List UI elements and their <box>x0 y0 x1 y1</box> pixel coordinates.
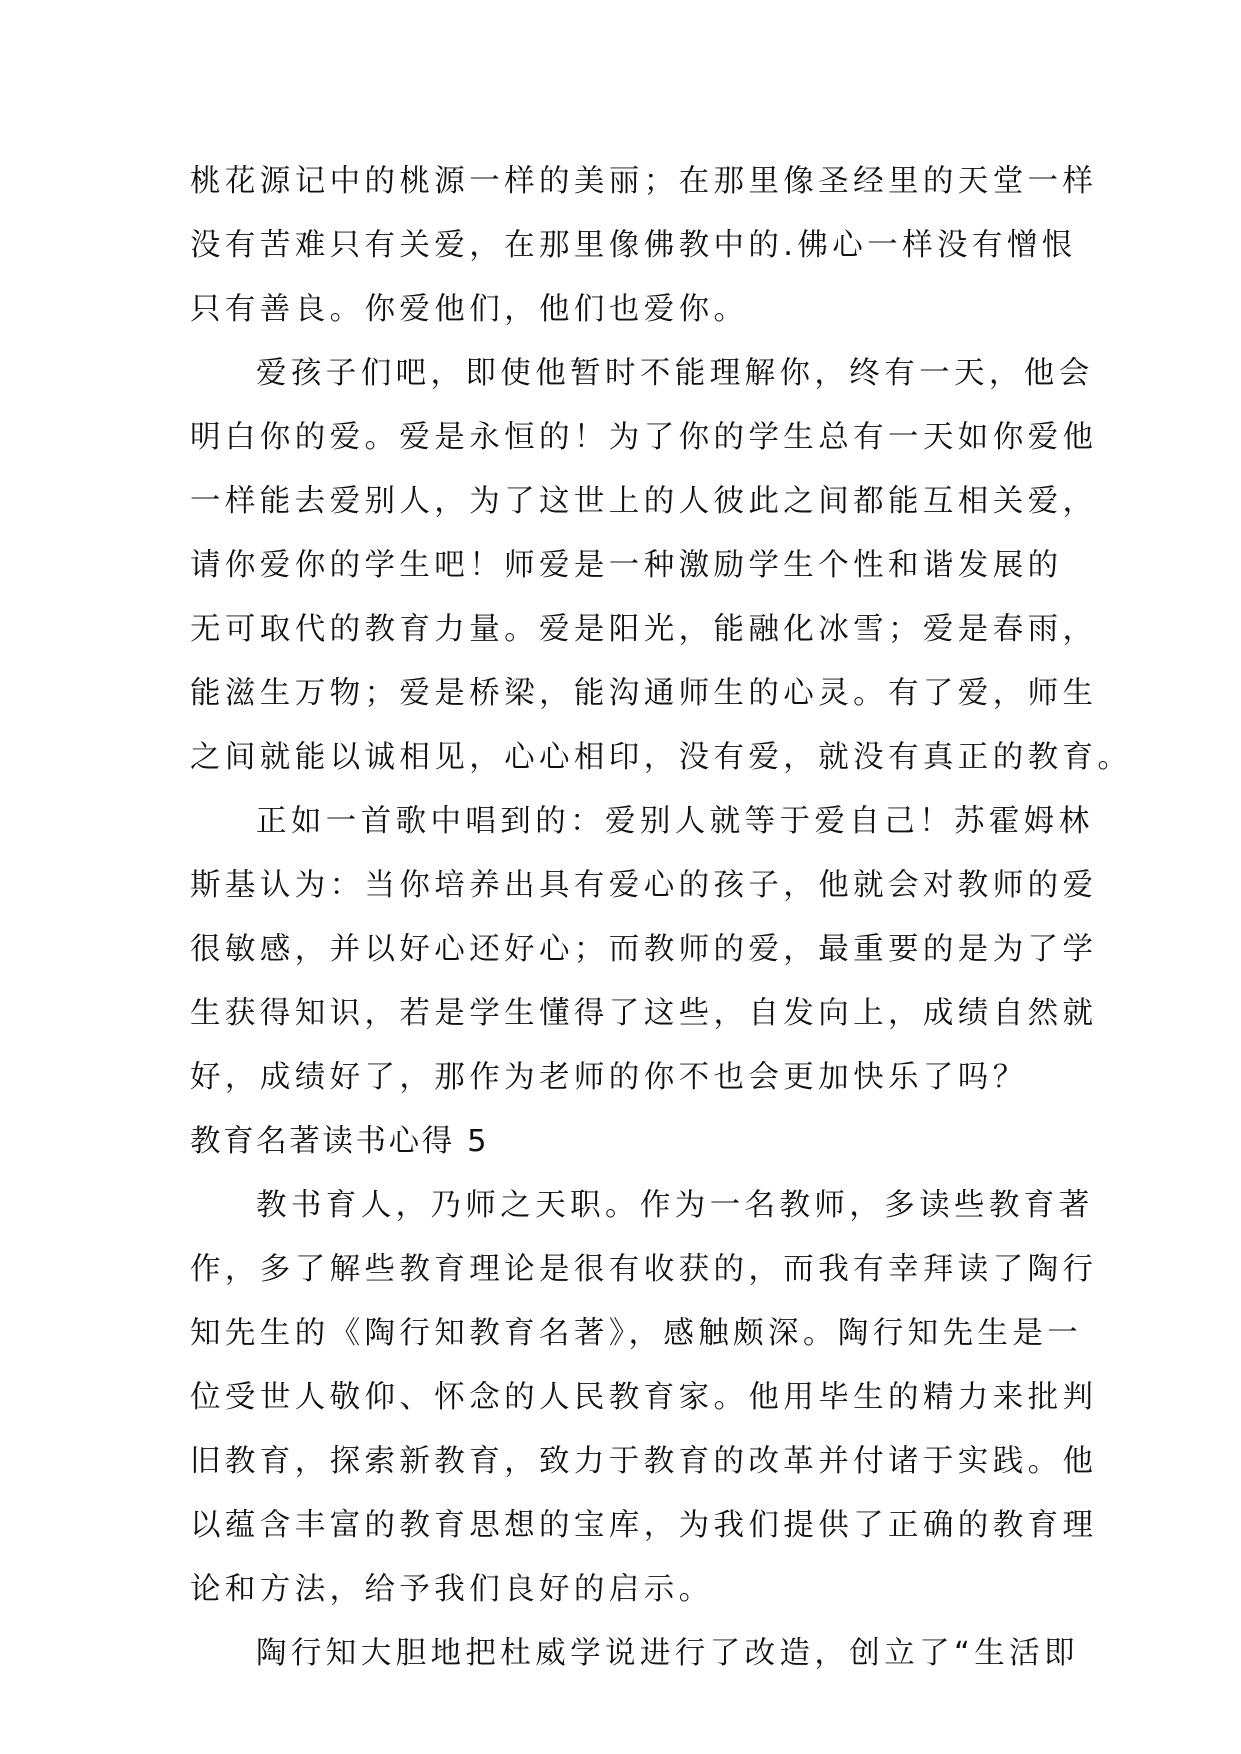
text-line: 以蕴含丰富的教育思想的宝库，为我们提供了正确的教育理 <box>190 1508 1098 1543</box>
paragraph-first-line: 陶行知大胆地把杜威学说进行了改造，创立了“生活即 <box>256 1636 1079 1671</box>
text-line: 很敏感，并以好心还好心；而教师的爱，最重要的是为了学 <box>190 932 1098 967</box>
text-line: 请你爱你的学生吧！师爱是一种激励学生个性和谐发展的 <box>190 548 1063 583</box>
text-line: 一样能去爱别人，为了这世上的人彼此之间都能互相关爱， <box>190 484 1098 519</box>
text-line: 生获得知识，若是学生懂得了这些，自发向上，成绩自然就 <box>190 996 1098 1031</box>
text-line: 位受世人敬仰、怀念的人民教育家。他用毕生的精力来批判 <box>190 1380 1098 1415</box>
text-line: 之间就能以诚相见，心心相印，没有爱，就没有真正的教育。 <box>190 740 1133 775</box>
text-line: 没有苦难只有关爱，在那里像佛教中的.佛心一样没有憎恨 <box>190 228 1077 263</box>
text-line: 知先生的《陶行知教育名著》，感触颇深。陶行知先生是一 <box>190 1316 1083 1351</box>
text-line: 好，成绩好了，那作为老师的你不也会更加快乐了吗？ <box>190 1060 1028 1095</box>
paragraph-first-line: 正如一首歌中唱到的：爱别人就等于爱自己！苏霍姆林 <box>256 804 1094 839</box>
text-line: 作，多了解些教育理论是很有收获的，而我有幸拜读了陶行 <box>190 1252 1098 1287</box>
text-line: 只有善良。你爱他们，他们也爱你。 <box>190 292 749 327</box>
paragraph-first-line: 教书育人，乃师之天职。作为一名教师，多读些教育著 <box>256 1188 1094 1223</box>
text-line: 无可取代的教育力量。爱是阳光，能融化冰雪；爱是春雨， <box>190 612 1098 647</box>
section-heading: 教育名著读书心得 5 <box>190 1124 490 1159</box>
paragraph-first-line: 爱孩子们吧，即使他暂时不能理解你，终有一天，他会 <box>256 356 1094 391</box>
text-line: 明白你的爱。爱是永恒的！为了你的学生总有一天如你爱他 <box>190 420 1098 455</box>
text-line: 桃花源记中的桃源一样的美丽；在那里像圣经里的天堂一样 <box>190 164 1098 199</box>
text-line: 能滋生万物；爱是桥梁，能沟通师生的心灵。有了爱，师生 <box>190 676 1098 711</box>
text-line: 旧教育，探索新教育，致力于教育的改革并付诸于实践。他 <box>190 1444 1098 1479</box>
text-line: 论和方法，给予我们良好的启示。 <box>190 1572 714 1607</box>
body-text <box>190 150 1133 1686</box>
text-line: 斯基认为：当你培养出具有爱心的孩子，他就会对教师的爱 <box>190 868 1098 903</box>
